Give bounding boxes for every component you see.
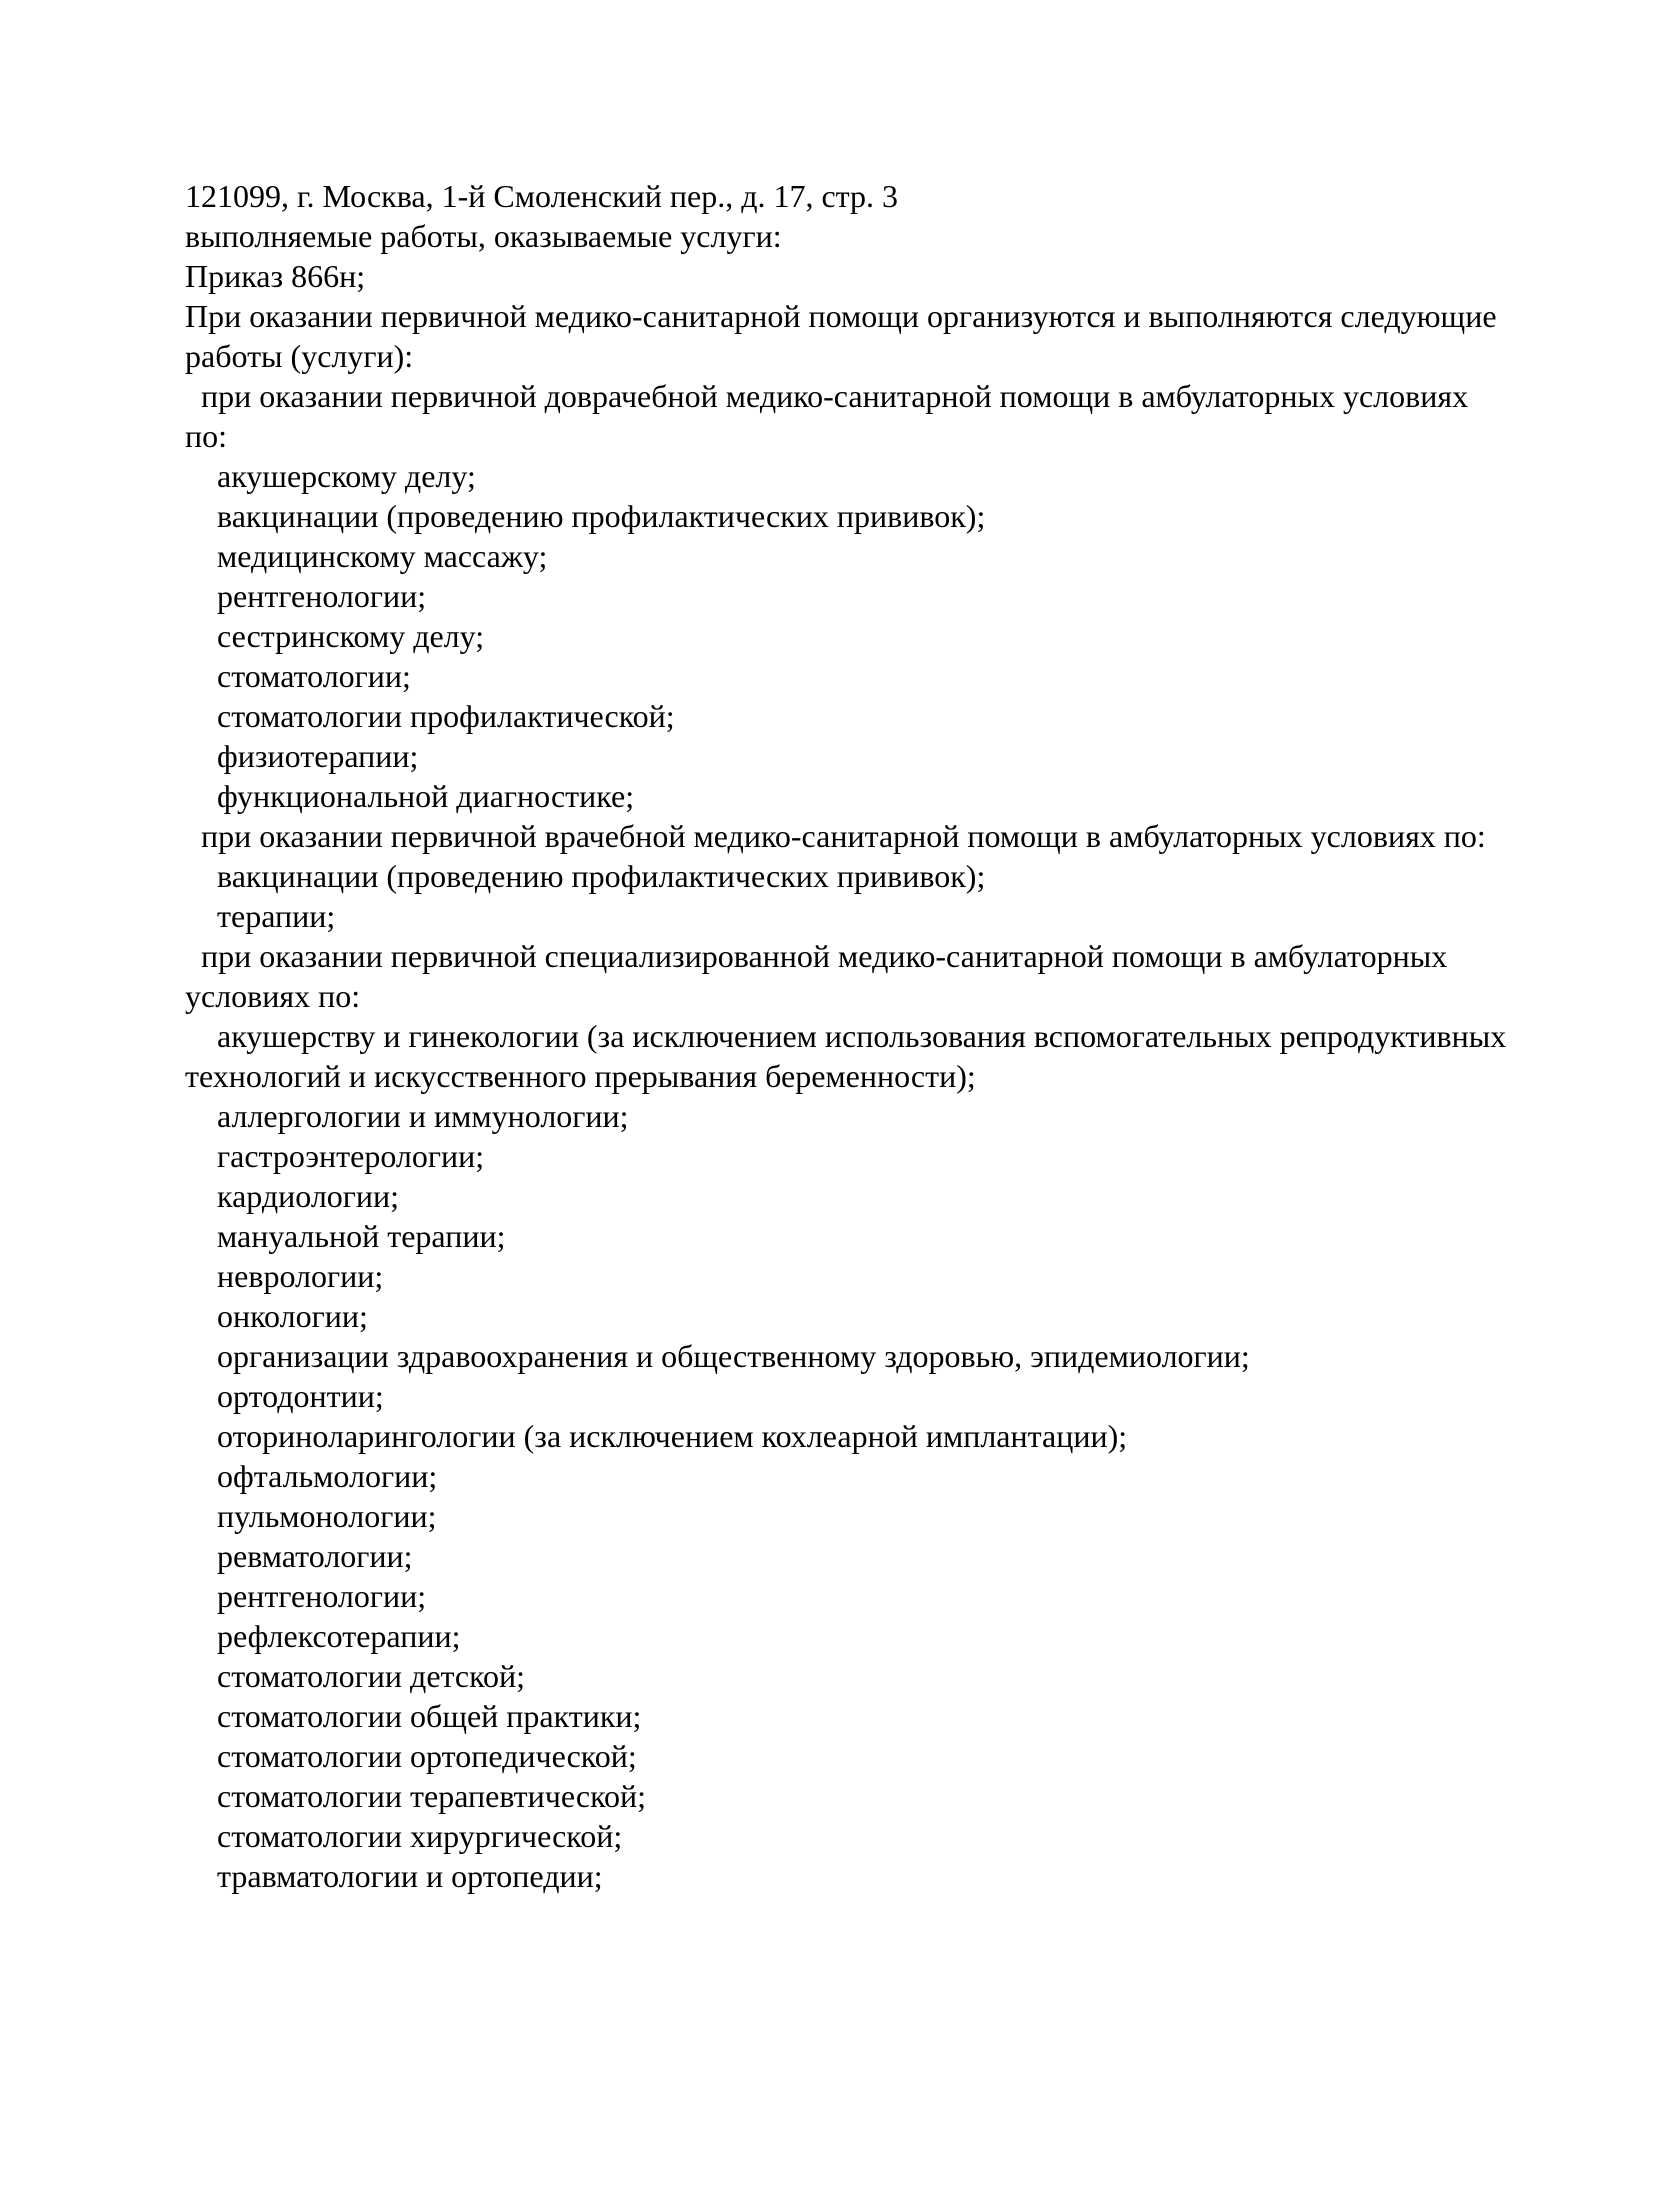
doc-line: условиях по: bbox=[185, 978, 361, 1014]
doc-line: рефлексотерапии; bbox=[185, 1618, 461, 1654]
doc-line: медицинскому массажу; bbox=[185, 538, 548, 574]
doc-line: акушерству и гинекологии (за исключением использования вспомогательных репродуктивных bbox=[185, 1018, 1507, 1054]
doc-line: при оказании первичной специализированной медико-санитарной помощи в амбулаторных bbox=[185, 938, 1448, 974]
doc-line: При оказании первичной медико-санитарной помощи организуются и выполняются следующие bbox=[185, 298, 1497, 334]
doc-line: офтальмологии; bbox=[185, 1458, 438, 1494]
doc-line: технологий и искусственного прерывания беременности); bbox=[185, 1058, 976, 1094]
doc-line: Приказ 866н; bbox=[185, 258, 366, 294]
doc-line: выполняемые работы, оказываемые услуги: bbox=[185, 218, 782, 254]
doc-line: кардиологии; bbox=[185, 1178, 400, 1214]
doc-line: при оказании первичной врачебной медико-санитарной помощи в амбулаторных условиях по: bbox=[185, 818, 1486, 854]
doc-line: стоматологии ортопедической; bbox=[185, 1738, 637, 1774]
doc-line: вакцинации (проведению профилактических прививок); bbox=[185, 498, 986, 534]
doc-line: стоматологии хирургической; bbox=[185, 1818, 623, 1854]
doc-line: неврологии; bbox=[185, 1258, 384, 1294]
doc-line: мануальной терапии; bbox=[185, 1218, 506, 1254]
doc-line: пульмонологии; bbox=[185, 1498, 437, 1534]
doc-line: ортодонтии; bbox=[185, 1378, 384, 1414]
doc-line: стоматологии профилактической; bbox=[185, 698, 675, 734]
document-text-block bbox=[185, 176, 1506, 1896]
doc-line: рентгенологии; bbox=[185, 578, 427, 614]
doc-line: ревматологии; bbox=[185, 1538, 413, 1574]
doc-line: стоматологии; bbox=[185, 658, 411, 694]
doc-line: организации здравоохранения и общественному здоровью, эпидемиологии; bbox=[185, 1338, 1250, 1374]
doc-line: 121099, г. Москва, 1-й Смоленский пер., д. 17, стр. 3 bbox=[185, 178, 899, 214]
doc-line: сестринскому делу; bbox=[185, 618, 485, 654]
doc-line: вакцинации (проведению профилактических прививок); bbox=[185, 858, 986, 894]
doc-line: терапии; bbox=[185, 898, 336, 934]
doc-line: физиотерапии; bbox=[185, 738, 419, 774]
doc-line: работы (услуги): bbox=[185, 338, 414, 374]
doc-line: оториноларингологии (за исключением кохлеарной имплантации); bbox=[185, 1418, 1128, 1454]
doc-line: аллергологии и иммунологии; bbox=[185, 1098, 629, 1134]
doc-line: стоматологии терапевтической; bbox=[185, 1778, 646, 1814]
doc-line: акушерскому делу; bbox=[185, 458, 476, 494]
doc-line: функциональной диагностике; bbox=[185, 778, 635, 814]
doc-line: стоматологии общей практики; bbox=[185, 1698, 642, 1734]
doc-line: при оказании первичной доврачебной медико-санитарной помощи в амбулаторных условиях bbox=[185, 378, 1469, 414]
doc-line: стоматологии детской; bbox=[185, 1658, 526, 1694]
doc-line: онкологии; bbox=[185, 1298, 368, 1334]
doc-line: по: bbox=[185, 418, 228, 454]
doc-line: гастроэнтерологии; bbox=[185, 1138, 485, 1174]
doc-line: травматологии и ортопедии; bbox=[185, 1858, 603, 1894]
doc-line: рентгенологии; bbox=[185, 1578, 427, 1614]
